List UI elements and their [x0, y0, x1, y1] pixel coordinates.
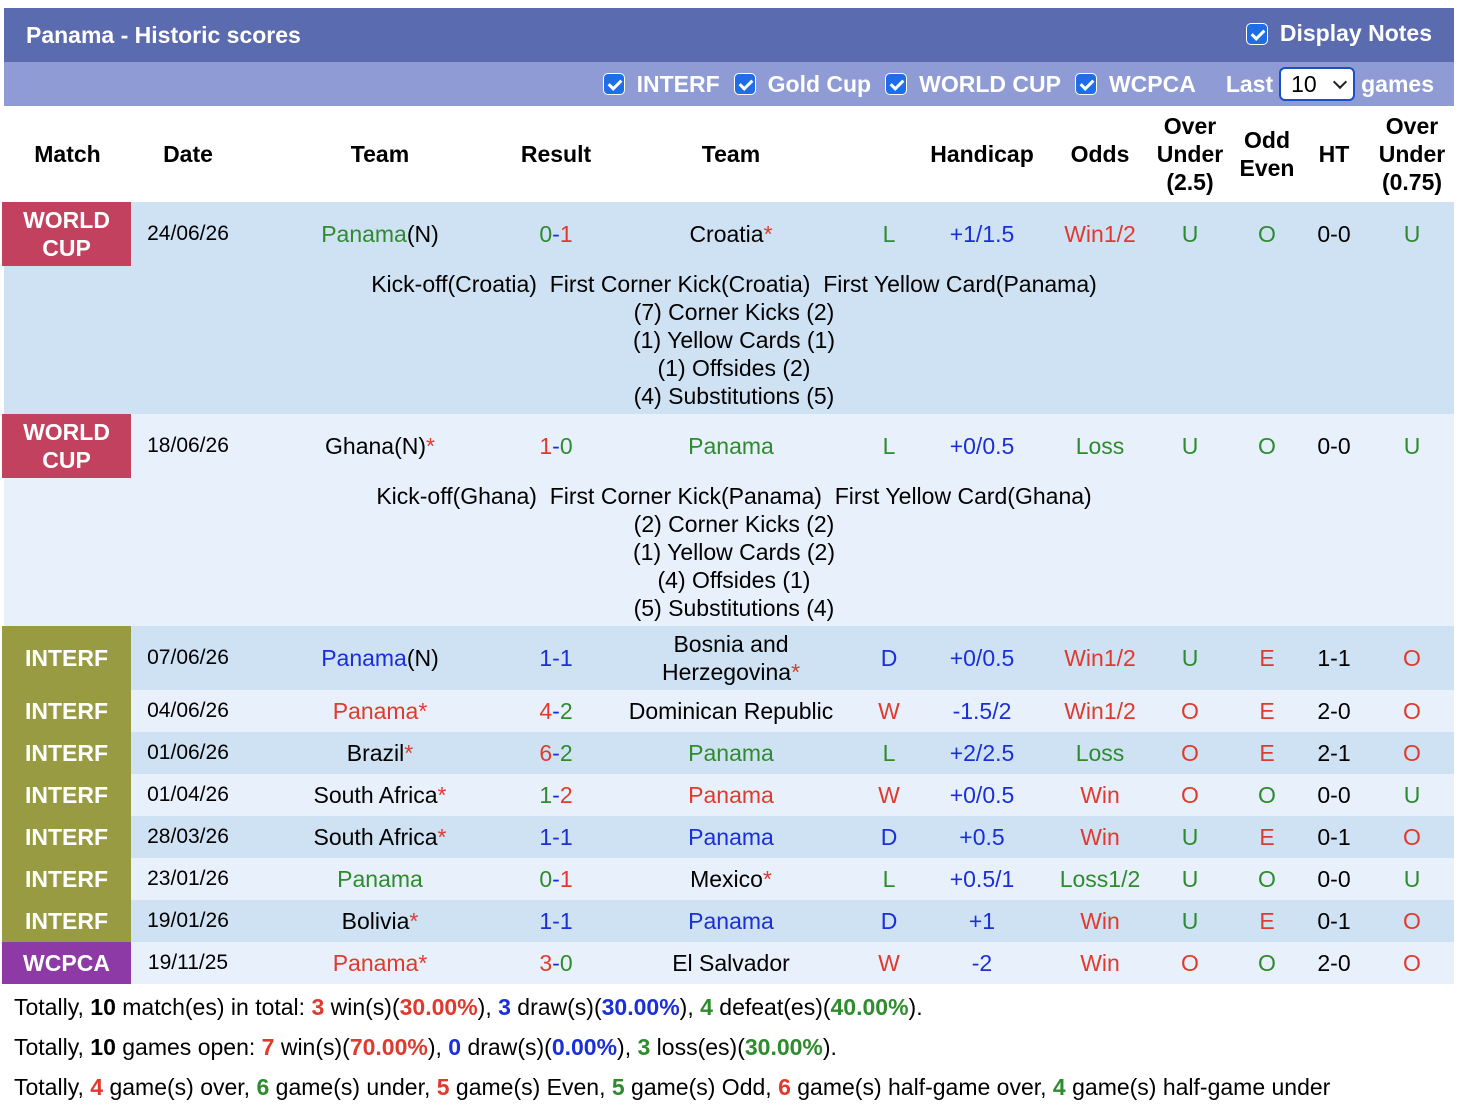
match-date: 18/06/26: [147, 434, 229, 457]
competition-badge[interactable]: [2, 900, 131, 942]
filter-world-cup[interactable]: [885, 71, 1061, 98]
home-team-name: Brazil: [346, 740, 405, 766]
half-time-score: 0-0: [1317, 433, 1351, 459]
table-row: [4, 816, 1454, 858]
competition-badge[interactable]: [2, 414, 131, 478]
favorite-marker: *: [418, 698, 428, 724]
match-result[interactable]: [496, 858, 616, 900]
away-team-name: Mexico: [690, 866, 763, 892]
home-team[interactable]: [250, 816, 510, 858]
home-team-name: Panama: [321, 221, 407, 247]
home-team[interactable]: [250, 942, 510, 984]
competition-badge[interactable]: [2, 858, 131, 900]
historic-scores-panel: [4, 8, 1456, 1112]
away-team-name: El Salvador: [672, 950, 790, 976]
filter-gold-cup-label: Gold Cup: [767, 70, 872, 97]
home-team[interactable]: [250, 690, 510, 732]
handicap-value: +0/0.5: [949, 433, 1015, 459]
home-team[interactable]: [250, 900, 510, 942]
over-under-value: O: [1181, 950, 1199, 976]
favorite-marker: *: [404, 740, 414, 766]
match-note-line: (4) Substitutions (5): [633, 383, 835, 409]
over-under-value: O: [1181, 698, 1199, 724]
competition-badge[interactable]: [2, 942, 131, 984]
filter-interf-checkbox[interactable]: [603, 73, 625, 95]
match-date: 19/01/26: [147, 909, 229, 932]
display-notes-checkbox[interactable]: [1246, 23, 1268, 45]
away-team[interactable]: [610, 774, 852, 816]
handicap-value: +0/0.5: [949, 782, 1015, 808]
match-note-line: Kick-off(Ghana) First Corner Kick(Panama) First Yellow Card(Ghana): [376, 483, 1092, 509]
home-team-name: South Africa: [313, 824, 438, 850]
away-team-name: Panama: [688, 782, 774, 808]
competition-name: INTERF: [24, 740, 109, 766]
summary: [4, 984, 1454, 1108]
win-loss: L: [882, 433, 896, 459]
over-under-value: O: [1181, 740, 1199, 766]
home-team-name: Panama: [337, 866, 423, 892]
away-team-name: Croatia: [689, 221, 764, 247]
favorite-marker: *: [791, 659, 801, 685]
half-time-score: 0-1: [1317, 824, 1351, 850]
odds-value: Win1/2: [1064, 221, 1136, 247]
col-ou-line2: Under: [1156, 141, 1224, 167]
home-team-name: Panama: [332, 698, 419, 724]
match-result[interactable]: [496, 414, 616, 478]
away-team[interactable]: [610, 414, 852, 478]
odd-even-value: O: [1258, 433, 1276, 459]
match-note-line: (7) Corner Kicks (2): [633, 299, 835, 325]
favorite-marker: *: [437, 824, 447, 850]
handicap-value: +2/2.5: [949, 740, 1015, 766]
display-notes-label: Display Notes: [1279, 20, 1432, 46]
half-time-score: 0-0: [1317, 221, 1351, 247]
table-row: [4, 774, 1454, 816]
score-separator: -: [552, 740, 560, 766]
summary-open: Totally, 10 games open: 7 win(s)(70.00%), 0 draw(s)(0.00%), 3 loss(es)(30.00%).: [14, 1034, 837, 1060]
col-team-away: Team: [701, 141, 761, 167]
odds-value: Win: [1080, 950, 1120, 976]
odd-even-value: O: [1258, 221, 1276, 247]
odds-value: Win: [1080, 782, 1120, 808]
score-separator: -: [552, 866, 560, 892]
neutral-marker: (N): [406, 645, 439, 671]
match-notes: [4, 478, 1454, 626]
favorite-marker: *: [762, 866, 772, 892]
col-oe-line1: Odd: [1244, 127, 1290, 153]
title-bar: [4, 8, 1454, 62]
half-time-score: 1-1: [1317, 645, 1351, 671]
half-time-score: 0-0: [1317, 866, 1351, 892]
col-odds: Odds: [1070, 141, 1130, 167]
away-score: 2: [559, 740, 573, 766]
over-under-value: U: [1181, 824, 1199, 850]
competition-badge[interactable]: [2, 732, 131, 774]
match-note-line: (2) Corner Kicks (2): [633, 511, 835, 537]
home-score: 6: [539, 740, 553, 766]
col-over-under-25: [1150, 106, 1230, 202]
match-date: 01/06/26: [147, 741, 229, 764]
over-under-value: U: [1181, 433, 1199, 459]
match-result[interactable]: [496, 900, 616, 942]
away-team[interactable]: [610, 858, 852, 900]
odd-even-value: E: [1259, 740, 1275, 766]
summary-over-under: Totally, 4 game(s) over, 6 game(s) under, 5 game(s) Even, 5 game(s) Odd, 6 game(s) half-game over, 4 game(s) half-game under: [14, 1074, 1331, 1100]
col-result: Result: [520, 141, 592, 167]
home-team[interactable]: [250, 858, 510, 900]
home-score: 1: [539, 645, 553, 671]
match-result[interactable]: [496, 732, 616, 774]
away-score: 1: [559, 645, 573, 671]
away-team-name-line1: Bosnia and: [673, 631, 789, 657]
col-ht: HT: [1318, 141, 1350, 167]
competition-name: INTERF: [24, 866, 109, 892]
col-match: Match: [34, 141, 101, 167]
away-team-name: Panama: [688, 908, 774, 934]
games-label: games: [1361, 70, 1434, 97]
match-result[interactable]: [496, 690, 616, 732]
win-loss: D: [880, 824, 898, 850]
odds-value: Win1/2: [1064, 645, 1136, 671]
handicap-value: -2: [971, 950, 993, 976]
odds-value: Win1/2: [1064, 698, 1136, 724]
competition-name: INTERF: [24, 645, 109, 671]
away-team-name-line2: [662, 658, 800, 686]
table-row: [4, 690, 1454, 732]
away-score: 0: [559, 950, 573, 976]
match-note-line: (5) Substitutions (4): [633, 595, 835, 621]
table-row: [4, 732, 1454, 774]
away-team[interactable]: [610, 690, 852, 732]
away-team-name: Panama: [688, 740, 774, 766]
panel-title: Panama - Historic scores: [26, 22, 301, 48]
half-over-under-value: U: [1403, 866, 1421, 892]
home-score: 0: [539, 221, 553, 247]
handicap-value: +1/1.5: [949, 221, 1015, 247]
match-date: 04/06/26: [147, 699, 229, 722]
col-ou2-line3: (0.75): [1381, 169, 1443, 195]
handicap-value: +0/0.5: [949, 645, 1015, 671]
filter-gold-cup-checkbox[interactable]: [734, 73, 756, 95]
competition-badge[interactable]: [2, 202, 131, 266]
away-team[interactable]: [610, 900, 852, 942]
half-over-under-value: O: [1403, 824, 1421, 850]
home-score: 0: [539, 866, 553, 892]
away-team-name: Panama: [688, 433, 774, 459]
filter-wcpca-checkbox[interactable]: [1075, 73, 1097, 95]
away-score: 2: [559, 698, 573, 724]
score-separator: -: [552, 782, 560, 808]
favorite-marker: *: [409, 908, 419, 934]
match-note-line: Kick-off(Croatia) First Corner Kick(Croatia) First Yellow Card(Panama): [371, 271, 1097, 297]
match-date: 23/01/26: [147, 867, 229, 890]
competition-line: WORLD: [23, 419, 110, 445]
col-ou-line3: (2.5): [1166, 169, 1214, 195]
handicap-value: +0.5: [959, 824, 1005, 850]
home-team[interactable]: [250, 626, 510, 690]
score-separator: -: [552, 645, 560, 671]
away-team[interactable]: [610, 626, 852, 690]
table-row: [4, 942, 1454, 984]
match-date: 19/11/25: [147, 951, 229, 974]
competition-badge[interactable]: [2, 626, 131, 690]
half-over-under-value: O: [1403, 698, 1421, 724]
odd-even-value: E: [1259, 698, 1275, 724]
win-loss: L: [882, 221, 896, 247]
table-row: [4, 414, 1454, 478]
filter-wcpca-label: WCPCA: [1108, 70, 1196, 97]
win-loss: L: [882, 740, 896, 766]
half-time-score: 2-1: [1317, 740, 1351, 766]
home-score: 1: [539, 782, 553, 808]
away-team-name: Dominican Republic: [628, 698, 834, 724]
win-loss: W: [878, 950, 900, 976]
win-loss: D: [880, 645, 898, 671]
col-date: Date: [163, 141, 213, 167]
away-team[interactable]: [610, 942, 852, 984]
filter-gold-cup[interactable]: [734, 71, 871, 98]
col-odd-even: [1230, 106, 1304, 202]
away-score: 2: [559, 782, 573, 808]
match-result[interactable]: [496, 626, 616, 690]
odds-value: Loss1/2: [1059, 866, 1141, 892]
home-score: 1: [539, 824, 553, 850]
odd-even-value: O: [1258, 782, 1276, 808]
competition-badge[interactable]: [2, 690, 131, 732]
col-ou-line1: Over: [1163, 113, 1217, 139]
competition-name: INTERF: [24, 698, 109, 724]
match-date: 28/03/26: [147, 825, 229, 848]
match-note-line: (1) Yellow Cards (1): [633, 327, 835, 353]
over-under-value: O: [1181, 782, 1199, 808]
competition-name: WCPCA: [23, 950, 110, 976]
half-over-under-value: O: [1403, 740, 1421, 766]
half-over-under-value: O: [1403, 645, 1421, 671]
odd-even-value: O: [1258, 866, 1276, 892]
summary-results: Totally, 10 match(es) in total: 3 win(s)(30.00%), 3 draw(s)(30.00%), 4 defeat(es)(40.00%).: [14, 994, 923, 1020]
score-separator: -: [552, 908, 560, 934]
away-score: 1: [559, 866, 573, 892]
odd-even-value: E: [1259, 908, 1275, 934]
home-score: 1: [539, 908, 553, 934]
over-under-value: U: [1181, 908, 1199, 934]
match-result[interactable]: [496, 816, 616, 858]
table-header: [4, 106, 1454, 202]
score-separator: -: [552, 433, 560, 459]
odd-even-value: E: [1259, 824, 1275, 850]
home-score: 3: [539, 950, 553, 976]
home-team[interactable]: [250, 414, 510, 478]
home-team[interactable]: [250, 774, 510, 816]
competition-line: CUP: [42, 235, 91, 261]
display-notes-toggle[interactable]: [1246, 20, 1432, 47]
match-result[interactable]: [496, 774, 616, 816]
over-under-value: U: [1181, 866, 1199, 892]
odds-value: Win: [1080, 908, 1120, 934]
handicap-value: +0.5/1: [949, 866, 1015, 892]
competition-line: CUP: [42, 447, 91, 473]
win-loss: W: [878, 782, 900, 808]
home-score: 1: [539, 433, 553, 459]
last-games-select[interactable]: [1279, 67, 1355, 101]
handicap-value: +1: [968, 908, 996, 934]
match-date: 24/06/26: [147, 222, 229, 245]
score-separator: -: [552, 698, 560, 724]
win-loss: W: [878, 698, 900, 724]
filter-interf-label: INTERF: [636, 70, 720, 97]
odd-even-value: O: [1258, 950, 1276, 976]
half-over-under-value: U: [1403, 782, 1421, 808]
competition-name: INTERF: [24, 824, 109, 850]
favorite-marker: *: [418, 950, 428, 976]
away-team[interactable]: [610, 202, 852, 266]
away-score: 1: [559, 908, 573, 934]
neutral-marker: (N): [406, 221, 439, 247]
home-team-name: Bolivia: [341, 908, 410, 934]
col-ou2-line2: Under: [1378, 141, 1446, 167]
half-time-score: 0-1: [1317, 908, 1351, 934]
over-under-value: U: [1181, 221, 1199, 247]
home-team-name: Panama: [332, 950, 419, 976]
half-over-under-value: U: [1403, 221, 1421, 247]
neutral-marker: (N): [394, 433, 427, 459]
over-under-value: U: [1181, 645, 1199, 671]
match-note-line: (1) Yellow Cards (2): [633, 539, 835, 565]
home-team-name: Panama: [321, 645, 407, 671]
odds-value: Loss: [1075, 740, 1125, 766]
away-team-name: Panama: [688, 824, 774, 850]
col-handicap: Handicap: [930, 141, 1034, 167]
competition-line: WORLD: [23, 207, 110, 233]
competition-name: INTERF: [24, 782, 109, 808]
away-score: 0: [559, 433, 573, 459]
home-team-name: Ghana: [325, 433, 395, 459]
filter-interf[interactable]: [603, 71, 720, 98]
match-result[interactable]: [496, 942, 616, 984]
table-row: [4, 202, 1454, 266]
match-date: 07/06/26: [147, 646, 229, 669]
match-result[interactable]: [496, 202, 616, 266]
favorite-marker: *: [426, 433, 435, 459]
match-notes: [4, 266, 1454, 414]
competition-name: INTERF: [24, 908, 109, 934]
score-separator: -: [552, 824, 560, 850]
score-separator: -: [552, 950, 560, 976]
chevron-down-icon: [1333, 75, 1347, 89]
filter-world-cup-label: WORLD CUP: [919, 70, 1061, 97]
match-note-line: (4) Offsides (1): [657, 567, 811, 593]
home-score: 4: [539, 698, 553, 724]
half-time-score: 2-0: [1317, 950, 1351, 976]
match-date: 01/04/26: [147, 783, 229, 806]
away-team[interactable]: [610, 816, 852, 858]
home-team[interactable]: [250, 202, 510, 266]
half-over-under-value: U: [1403, 433, 1421, 459]
match-note-line: (1) Offsides (2): [657, 355, 811, 381]
away-team[interactable]: [610, 732, 852, 774]
table-row: [4, 858, 1454, 900]
competition-badge[interactable]: [2, 774, 131, 816]
away-score: 1: [559, 824, 573, 850]
favorite-marker: *: [763, 221, 773, 247]
table-row: [4, 626, 1454, 690]
table-row: [4, 900, 1454, 942]
score-separator: -: [552, 221, 560, 247]
home-team[interactable]: [250, 732, 510, 774]
filter-world-cup-checkbox[interactable]: [885, 73, 907, 95]
col-ou2-line1: Over: [1385, 113, 1439, 139]
half-time-score: 2-0: [1317, 698, 1351, 724]
handicap-value: -1.5/2: [952, 698, 1012, 724]
half-time-score: 0-0: [1317, 782, 1351, 808]
win-loss: D: [880, 908, 898, 934]
win-loss: L: [882, 866, 896, 892]
away-score: 1: [559, 221, 573, 247]
odd-even-value: E: [1259, 645, 1275, 671]
last-label: Last: [1225, 70, 1274, 97]
home-team-name: South Africa: [313, 782, 438, 808]
col-oe-line2: Even: [1239, 155, 1295, 181]
last-games-value: 10: [1291, 70, 1317, 97]
half-over-under-value: O: [1403, 950, 1421, 976]
odds-value: Loss: [1075, 433, 1125, 459]
filter-bar: [4, 62, 1454, 106]
half-over-under-value: O: [1403, 908, 1421, 934]
competition-badge[interactable]: [2, 816, 131, 858]
away-team-name: Herzegovina: [661, 659, 792, 685]
odds-value: Win: [1080, 824, 1120, 850]
favorite-marker: *: [437, 782, 447, 808]
col-over-under-075: [1370, 106, 1454, 202]
col-team-home: Team: [350, 141, 410, 167]
filter-wcpca[interactable]: [1075, 71, 1196, 98]
